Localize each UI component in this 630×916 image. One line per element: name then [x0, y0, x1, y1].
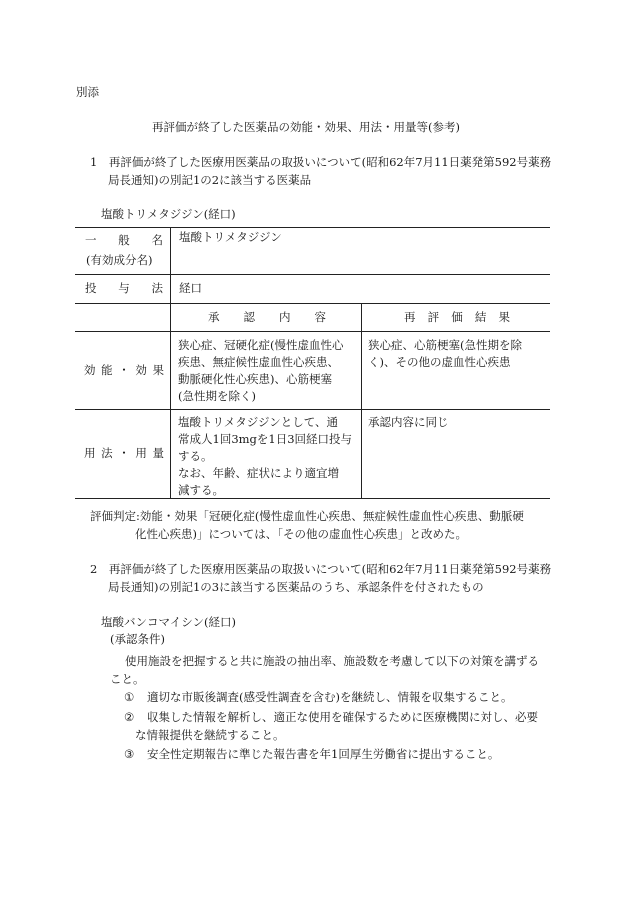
text-line: 塩酸トリメタジジンとして、通: [178, 415, 338, 429]
document-title: 再評価が終了した医薬品の効能・効果、用法・用量等(参考): [152, 120, 460, 134]
table-rule: [75, 303, 550, 304]
section1-drug-name: 塩酸トリメタジジン(経口): [101, 207, 236, 221]
section1-heading-line2: 局長通知)の別記1の2に該当する医薬品: [108, 173, 312, 187]
header-char: 結: [474, 310, 487, 324]
section2-drug-name: 塩酸バンコマイシン(経口): [101, 615, 236, 629]
section2-heading-line1: 2 再評価が終了した医療用医薬品の取扱いについて(昭和62年7月11日薬発第592号薬務: [90, 562, 552, 576]
text-line: く)、その他の虚血性心疾患: [368, 355, 511, 369]
label-char: 量: [152, 446, 164, 460]
label-char: 果: [152, 363, 164, 377]
header-char: 内: [279, 310, 291, 324]
attachment-label: 別添: [76, 85, 99, 99]
table-divider: [361, 303, 362, 499]
condition-item-text-cont: な情報提供を継続すること。: [135, 728, 285, 742]
text-line: (急性期を除く): [178, 389, 256, 403]
efficacy-label: [84, 362, 164, 379]
general-name-label: [85, 232, 163, 249]
label-char: 与: [118, 281, 130, 295]
approval-content-header: [208, 309, 326, 326]
label-char: 効: [135, 363, 147, 377]
dosage-reevaluation-text: 承認内容に同じ: [368, 415, 449, 429]
section2-heading-line2: 局長通知)の別記1の3に該当する医薬品のうち、承認条件を付されたもの: [108, 580, 484, 594]
judgment-line2: 化性心疾患)」については、「その他の虚血性心疾患」と改めた。: [135, 527, 468, 541]
text-line: 常成人1回3mgを1日3回経口投与: [178, 432, 353, 446]
header-char: 価: [451, 310, 463, 324]
table-rule: [75, 274, 550, 275]
reevaluation-result-header: [404, 309, 510, 326]
route-label: [85, 280, 163, 297]
label-char: 効: [84, 363, 96, 377]
route-value: 経口: [179, 281, 202, 295]
condition-item-text: 収集した情報を解析し、適正な使用を確保するために医療機関に対し、必要: [147, 710, 538, 724]
label-char: 用: [135, 446, 147, 460]
label-char: 投: [85, 281, 97, 295]
text-line: 疾患、無症候性虚血性心疾患、: [178, 355, 339, 369]
header-char: 再: [404, 310, 416, 324]
approval-condition-label: (承認条件): [110, 632, 165, 646]
label-char: 一: [85, 233, 97, 247]
drug-info-table: [75, 227, 550, 499]
table-rule: [75, 331, 550, 332]
condition-intro-line2: こと。: [110, 672, 145, 686]
general-name-value: 塩酸トリメタジジン: [179, 230, 282, 244]
label-char: 用: [84, 446, 96, 460]
efficacy-reevaluation-text: [368, 337, 522, 371]
table-divider: [170, 227, 171, 499]
section1-heading-line1: 1 再評価が終了した医療用医薬品の取扱いについて(昭和62年7月11日薬発第592号薬務: [90, 155, 552, 169]
efficacy-approval-text: [178, 337, 344, 405]
condition-item-text: 適切な市販後調査(感受性調査を含む)を継続し、情報を収集すること。: [147, 690, 513, 704]
condition-intro-line1: 使用施設を把握すると共に施設の抽出率、施設数を考慮して以下の対策を講ずる: [125, 654, 539, 668]
condition-item-marker: ③: [124, 747, 135, 761]
label-char: 法: [151, 281, 163, 295]
text-line: する。: [178, 449, 213, 463]
text-line: 狭心症、心筋梗塞(急性期を除: [368, 338, 522, 352]
label-char: ・: [118, 363, 130, 377]
label-char: 名: [151, 233, 163, 247]
header-char: 評: [427, 310, 440, 324]
text-line: 狭心症、冠硬化症(慢性虚血性心: [178, 338, 344, 352]
condition-item-text: 安全性定期報告に準じた報告書を年1回厚生労働省に提出すること。: [147, 747, 500, 761]
condition-item-marker: ②: [124, 710, 135, 724]
text-line: なお、年齢、症状により適宜増: [178, 466, 339, 480]
label-char: ・: [118, 446, 130, 460]
condition-item-marker: ①: [124, 690, 135, 704]
judgment-line1: 評価判定:効能・効果「冠硬化症(慢性虚血性心疾患、無症候性虚血性心疾患、動脈硬: [90, 509, 524, 523]
dosage-approval-text: [178, 414, 352, 499]
header-char: 容: [314, 310, 326, 324]
table-rule: [75, 409, 550, 410]
text-line: 動脈硬化性心疾患)、心筋梗塞: [178, 372, 332, 386]
dosage-label: [84, 445, 164, 462]
label-char: 法: [101, 446, 113, 460]
active-ingredient-label: (有効成分名): [86, 253, 153, 267]
label-char: 般: [118, 233, 130, 247]
header-char: 承: [208, 310, 220, 324]
text-line: 減する。: [178, 483, 224, 497]
label-char: 能: [101, 363, 113, 377]
header-char: 果: [498, 310, 510, 324]
table-rule: [75, 227, 550, 228]
header-char: 認: [243, 310, 255, 324]
